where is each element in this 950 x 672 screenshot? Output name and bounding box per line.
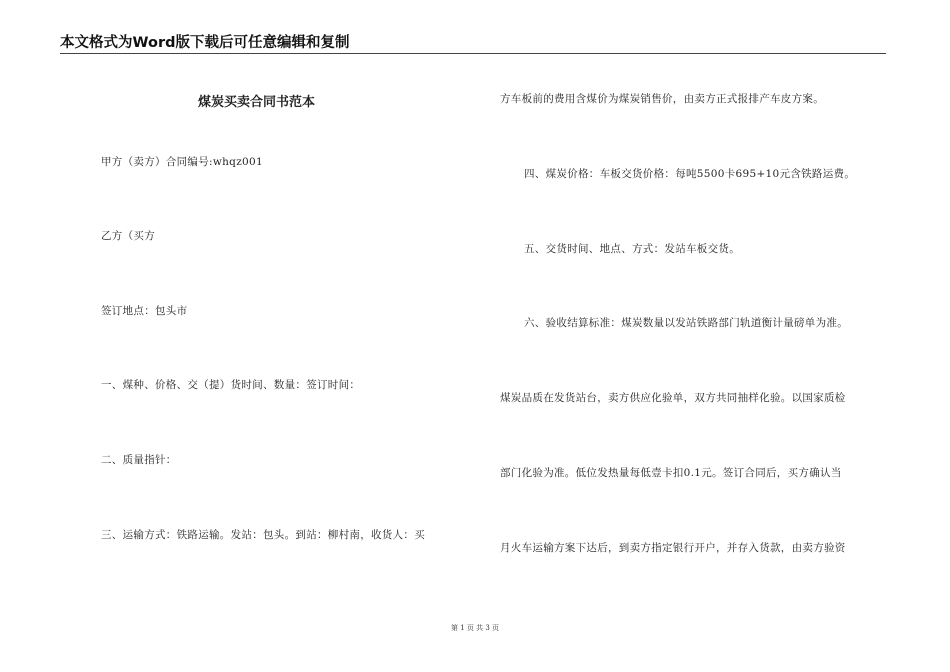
clause-4-line: 四、煤炭价格：车板交货价格：每吨5500卡695+10元含铁路运费。 (524, 168, 856, 180)
banner-divider (60, 53, 886, 54)
clause-2-line: 二、质量指针： (101, 454, 177, 466)
page-number: 第 1 页 共 3 页 (450, 624, 500, 632)
signing-place-line: 签订地点：包头市 (101, 305, 188, 317)
document-title: 煤炭买卖合同书范本 (198, 95, 316, 110)
clause-5-line: 五、交货时间、地点、方式：发站车板交货。 (524, 243, 740, 255)
document-banner: 本文格式为Word版下载后可任意编辑和复制 (60, 35, 350, 51)
inspection-line: 部门化验为准。低位发热量每低壹卡扣0.1元。签订合同后，买方确认当 (500, 467, 842, 479)
clause-6-line: 六、验收结算标准：煤炭数量以发站铁路部门轨道衡计量磅单为准。 (524, 317, 848, 329)
clause-3-line: 三、运输方式：铁路运输。发站：包头。到站：柳村南，收货人：买 (101, 529, 425, 541)
payment-line: 月火车运输方案下达后，到卖方指定银行开户，并存入货款，由卖方验资 (500, 542, 846, 554)
clause-1-line: 一、煤种、价格、交（提）货时间、数量：签订时间： (101, 379, 361, 391)
clause-3-continuation: 方车板前的费用含煤价为煤炭销售价，由卖方正式报排产车皮方案。 (500, 93, 824, 105)
quality-line: 煤炭品质在发货站台，卖方供应化验单，双方共同抽样化验。以国家质检 (500, 392, 846, 404)
party-b-line: 乙方（买方 (101, 230, 155, 242)
party-a-line: 甲方（卖方）合同编号:whqz001 (101, 156, 263, 168)
